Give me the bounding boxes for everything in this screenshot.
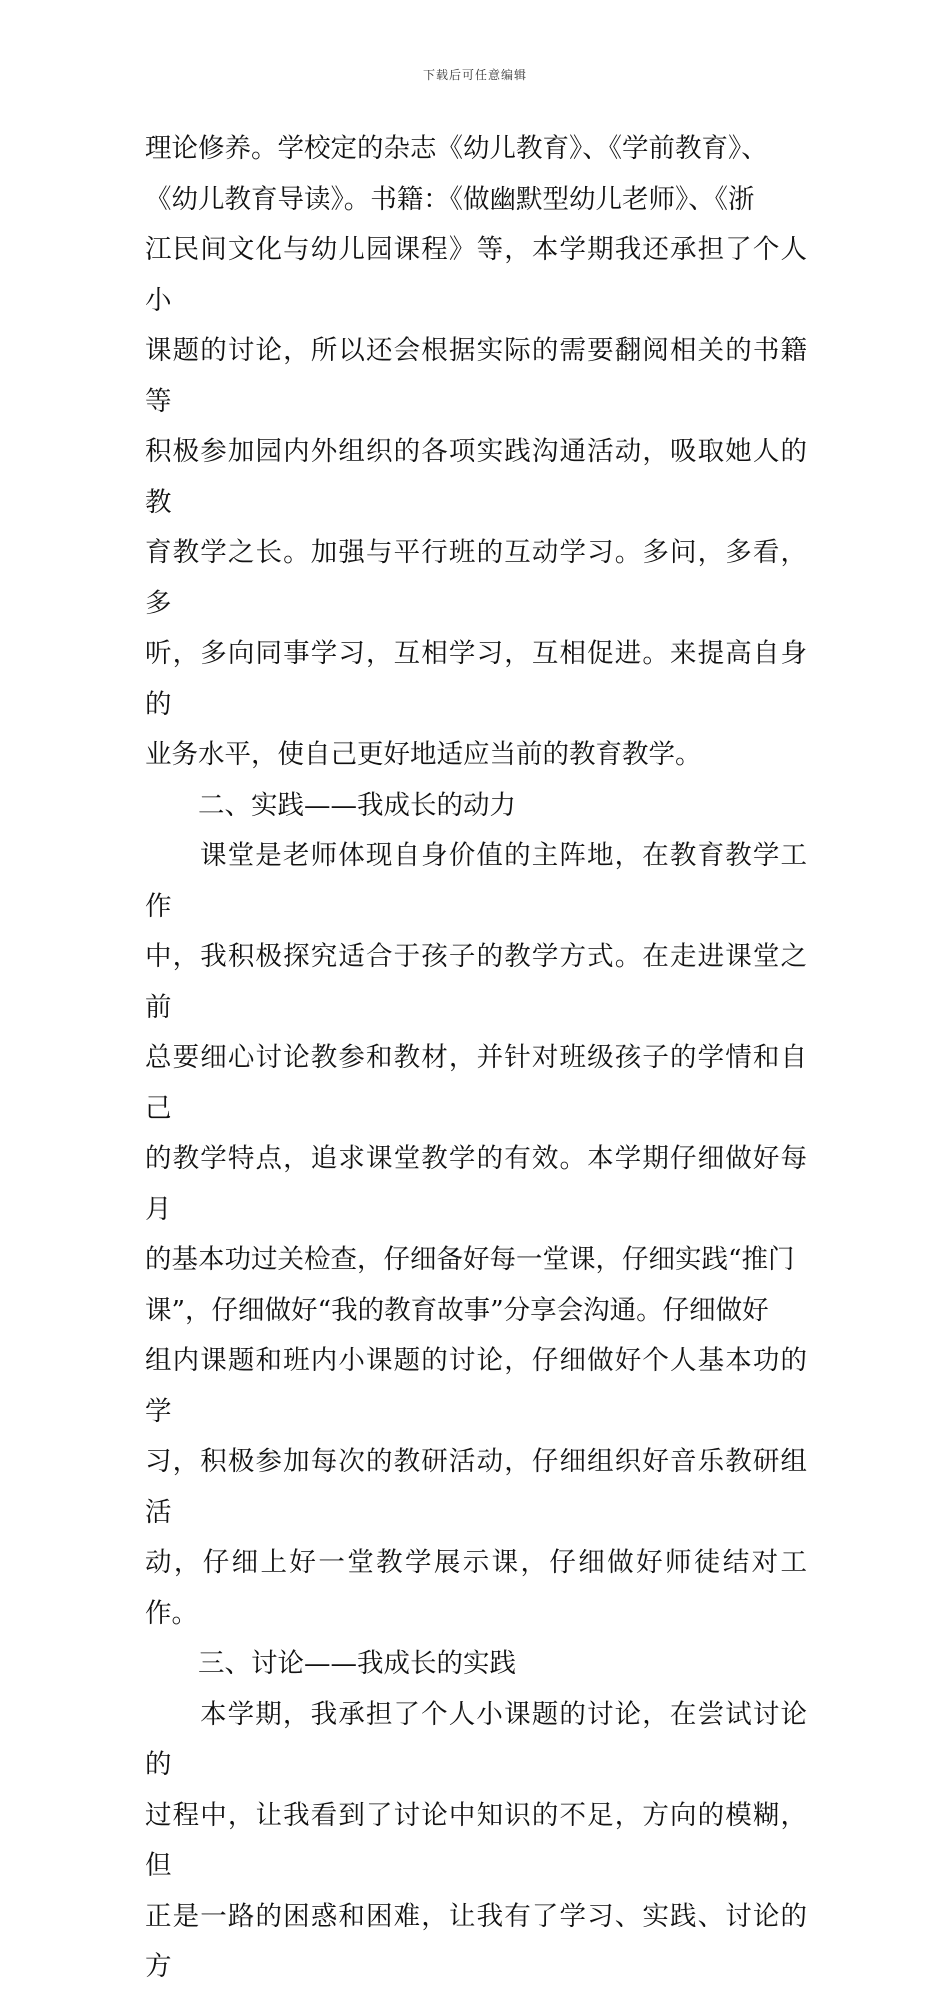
text-line: 《幼儿教育导读》。书籍：《做幽默型幼儿老师》、《浙 xyxy=(145,183,755,215)
paragraph-3 xyxy=(145,1690,807,1993)
section-heading-discussion: 三、讨论——我成长的实践 xyxy=(198,1648,516,1679)
document-body xyxy=(145,124,807,1993)
text-line: 组内课题和班内小课题的讨论，仔细做好个人基本功的学 xyxy=(145,1345,807,1427)
text-line: 课题的讨论，所以还会根据实际的需要翻阅相关的书籍等 xyxy=(145,335,807,417)
text-line: 听，多向同事学习，互相学习，互相促进。来提高自身的 xyxy=(145,638,807,720)
text-line: 动，仔细上好一堂教学展示课，仔细做好师徒结对工作。 xyxy=(145,1547,807,1629)
text-line: 中，我积极探究适合于孩子的教学方式。在走进课堂之前 xyxy=(145,941,807,1023)
text-line: 过程中，让我看到了讨论中知识的不足，方向的模糊，但 xyxy=(145,1799,807,1881)
header-note: 下载后可任意编辑 xyxy=(422,68,527,82)
text-line: 理论修养。学校定的杂志《幼儿教育》、《学前教育》、 xyxy=(145,133,768,164)
text-line: 江民间文化与幼儿园课程》等，本学期我还承担了个人小 xyxy=(145,234,807,316)
text-line: 的教学特点，追求课堂教学的有效。本学期仔细做好每月 xyxy=(145,1143,807,1225)
paragraph-1 xyxy=(145,124,807,781)
text-line: 课”，仔细做好“我的教育故事”分享会沟通。仔细做好 xyxy=(145,1294,769,1326)
text-line: 积极参加园内外组织的各项实践沟通活动，吸取她人的教 xyxy=(145,436,807,518)
text-line: 的基本功过关检查，仔细备好每一堂课，仔细实践“推门 xyxy=(145,1244,795,1275)
text-line: 本学期，我承担了个人小课题的讨论，在尝试讨论的 xyxy=(145,1698,807,1780)
text-line: 正是一路的困惑和困难，让我有了学习、实践、讨论的方 xyxy=(145,1900,807,1982)
text-line: 业务水平，使自己更好地适应当前的教育教学。 xyxy=(145,739,702,770)
text-line: 育教学之长。加强与平行班的互动学习。多问，多看，多 xyxy=(145,537,807,619)
text-line: 课堂是老师体现自身价值的主阵地，在教育教学工作 xyxy=(145,840,807,922)
text-line: 总要细心讨论教参和教材，并针对班级孩子的学情和自己 xyxy=(145,1042,807,1124)
paragraph-2 xyxy=(145,831,807,1639)
text-line: 习，积极参加每次的教研活动，仔细组织好音乐教研组活 xyxy=(145,1446,807,1528)
section-heading-practice: 二、实践——我成长的动力 xyxy=(198,789,516,821)
